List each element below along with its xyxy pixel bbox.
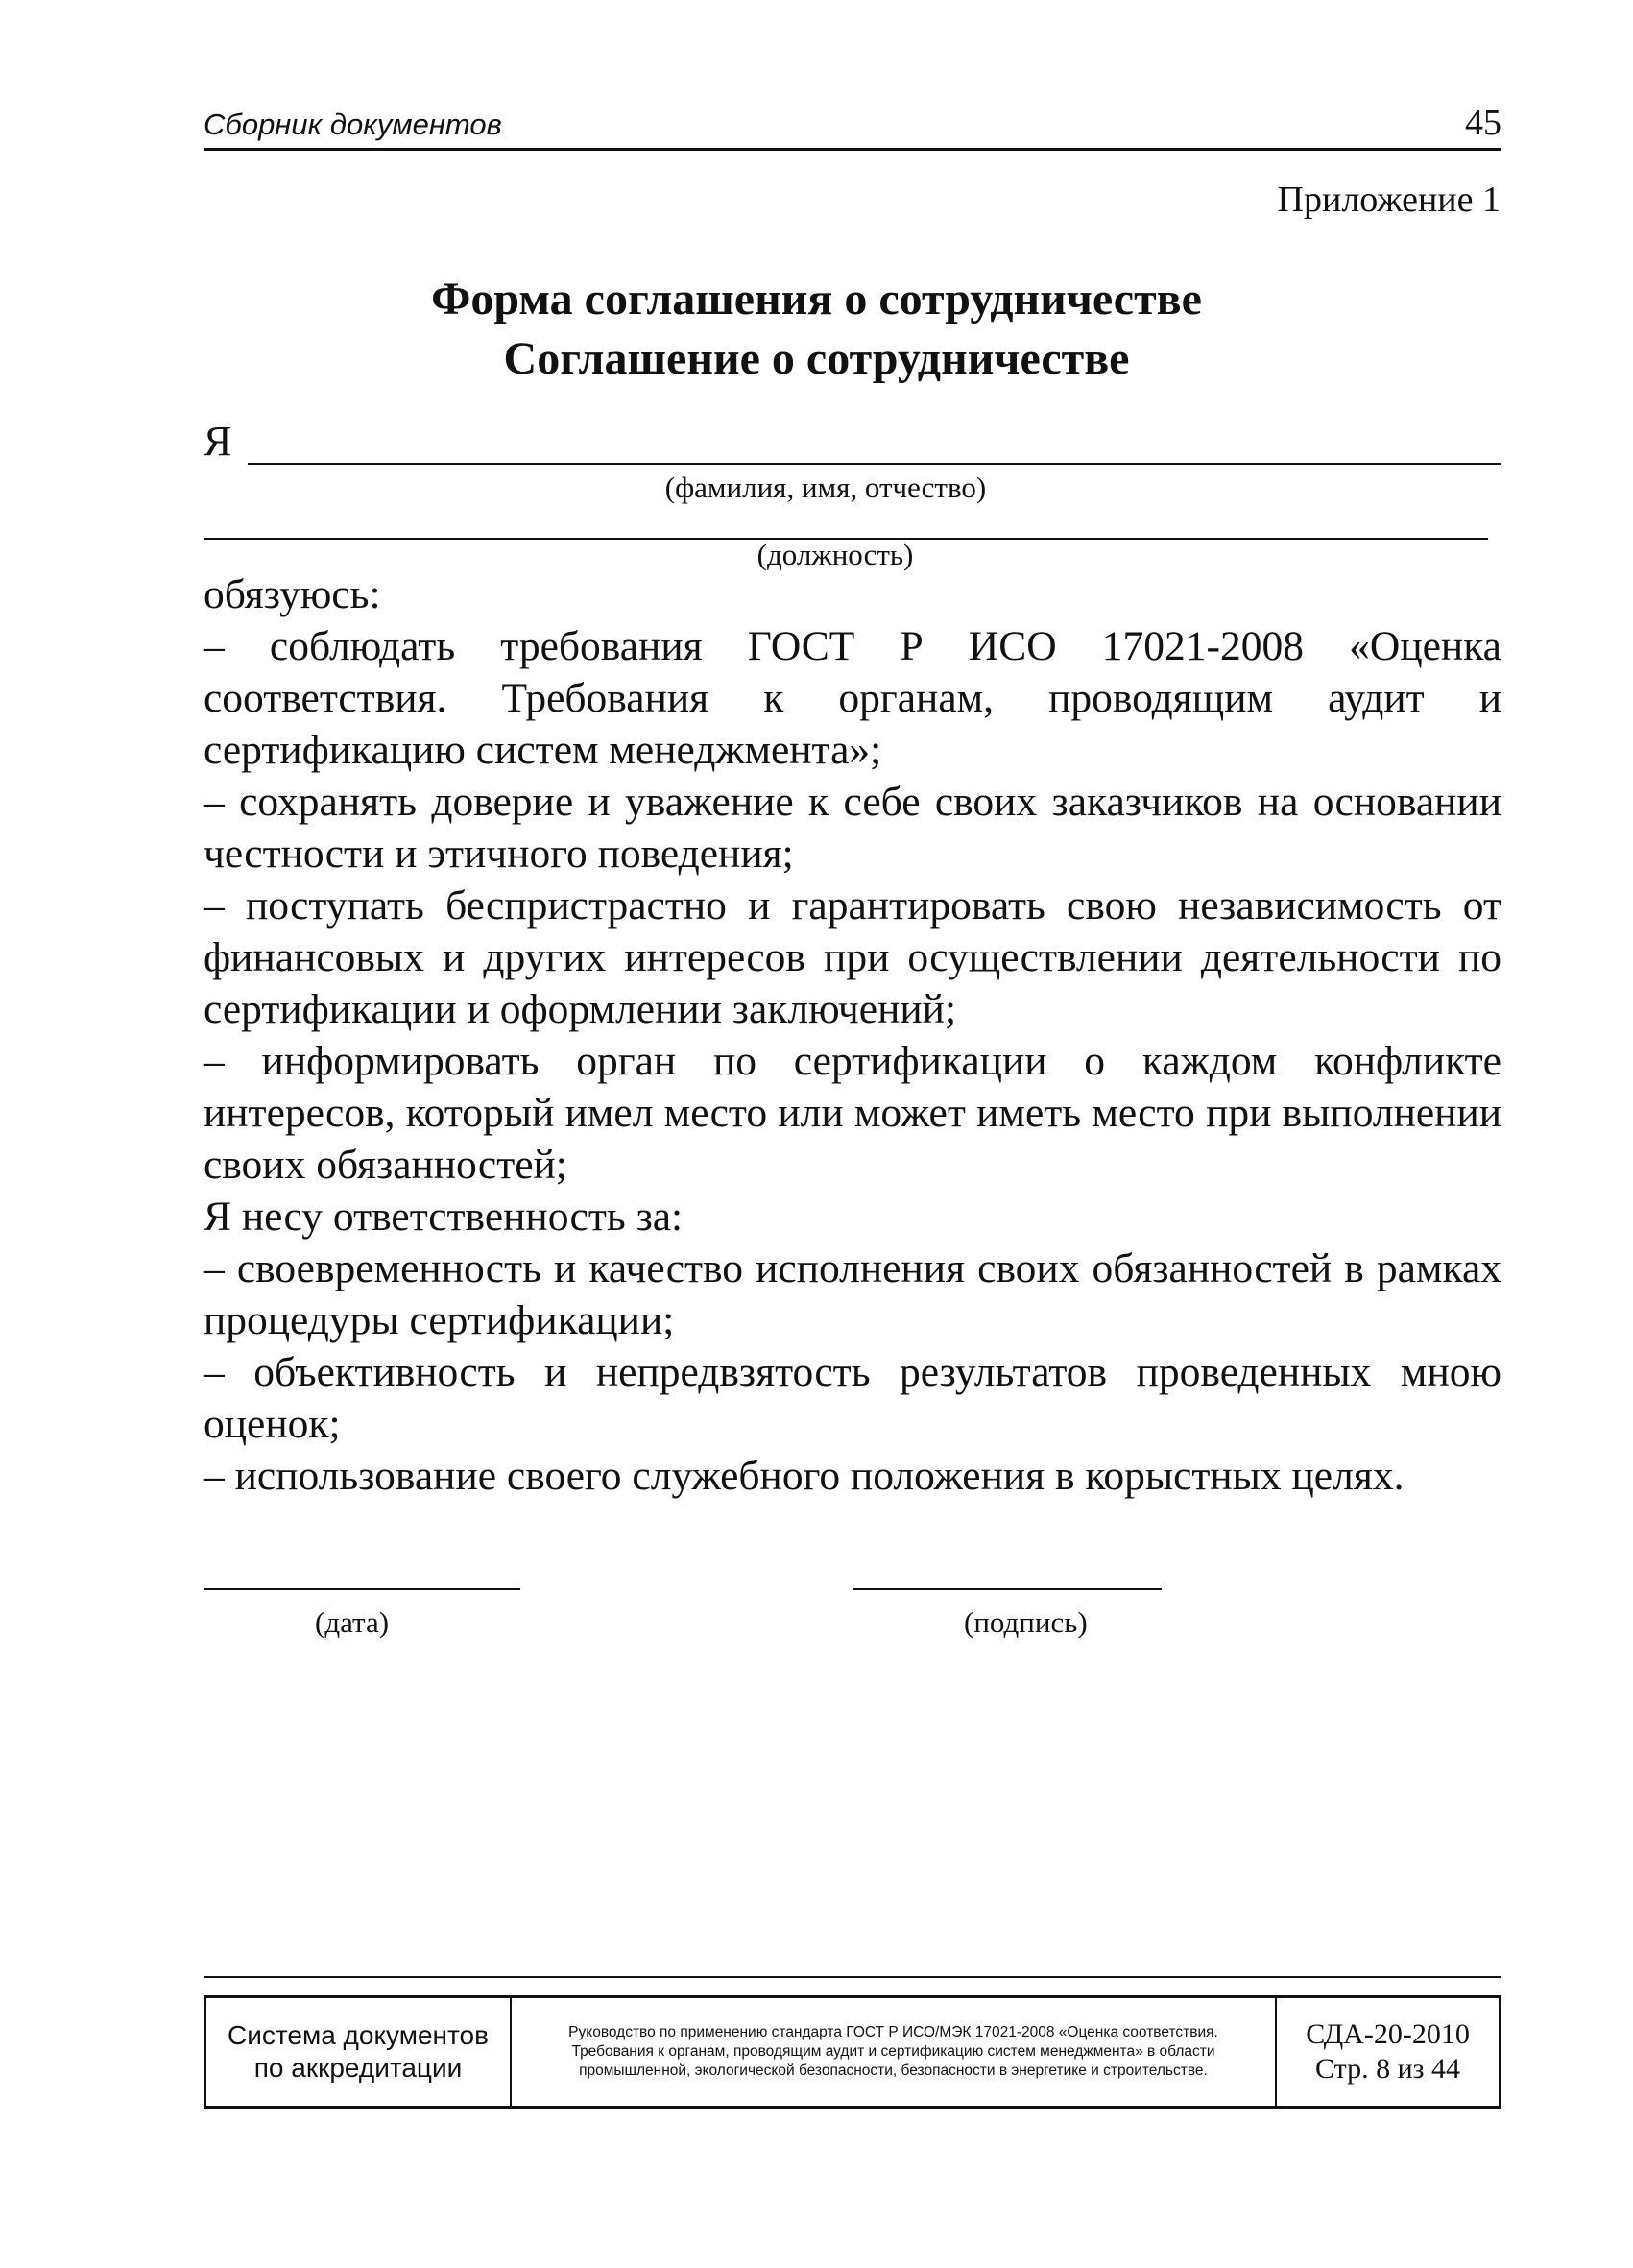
agreement-title: Соглашение о сотрудничестве: [503, 333, 1130, 384]
signature-blank-line: [853, 1588, 1162, 1590]
running-title: Сборник документов: [204, 108, 502, 141]
date-blank-line: [204, 1588, 520, 1590]
footer-page-count: Стр. 8 из 44: [1315, 2053, 1460, 2085]
footer-code-cell: [1277, 1998, 1499, 2106]
obligation-item: – поступать беспристрастно и гарантировать свою независимость от финансовых и других интересов при осуществлении деятельности по сертификации и оформлении заключений;: [204, 882, 1501, 1032]
name-blank-line: [248, 463, 1501, 465]
responsibility-item: – объективность и непредвзятость результатов проведенных мною оценок;: [204, 1349, 1501, 1447]
responsibility-item: – своевременность и качество исполнения своих обязанностей в рамках процедуры сертификации;: [204, 1245, 1501, 1343]
appendix-label: Приложение 1: [1277, 180, 1501, 220]
footer-table: [204, 1995, 1501, 2109]
agreement-body: [204, 568, 1501, 1502]
footer-system-line1: Система документов: [228, 2020, 489, 2050]
position-caption: (должность): [756, 538, 914, 571]
obligation-item: – соблюдать требования ГОСТ Р ИСО 17021-2008 «Оценка соответствия. Требования к органам, проводящим аудит и сертификацию систем менеджмента»;: [204, 623, 1501, 773]
footer-doc-code: СДА-20-2010: [1306, 2018, 1470, 2050]
page-number: 45: [1465, 103, 1501, 143]
obligation-item: – информировать орган по сертификации о каждом конфликте интересов, который имел место или может иметь место при выполнении своих обязанностей;: [204, 1038, 1501, 1188]
responsibility-item: – использование своего служебного положения в корыстных целях.: [204, 1453, 1405, 1499]
footer-guide-text: Руководство по применению стандарта ГОСТ Р ИСО/МЭК 17021-2008 «Оценка соответствия. Требования к органам, проводящим аудит и сертификацию систем менеджмента» в области промышленной, экологической безопасности, безопасности в энергетике и строительстве.: [568, 2024, 1218, 2079]
signature-caption: (подпись): [964, 1605, 1088, 1639]
obligation-item: – сохранять доверие и уважение к себе своих заказчиков на основании честности и этичного поведения;: [204, 779, 1501, 877]
date-caption: (дата): [315, 1605, 390, 1639]
name-caption: (фамилия, имя, отчество): [664, 470, 987, 504]
ya-label: Я: [204, 418, 232, 465]
form-title: Форма соглашения о сотрудничестве: [431, 274, 1202, 325]
footer-system-line2: по аккредитации: [253, 2053, 463, 2083]
responsibility-intro: Я несу ответственность за:: [204, 1194, 684, 1240]
footer-system-cell: [206, 1998, 512, 2106]
running-header: [204, 104, 1501, 151]
footer-guide-cell: [512, 1998, 1277, 2106]
obligations-intro: обязуюсь:: [204, 571, 381, 617]
footer-rule: [204, 1976, 1501, 1978]
